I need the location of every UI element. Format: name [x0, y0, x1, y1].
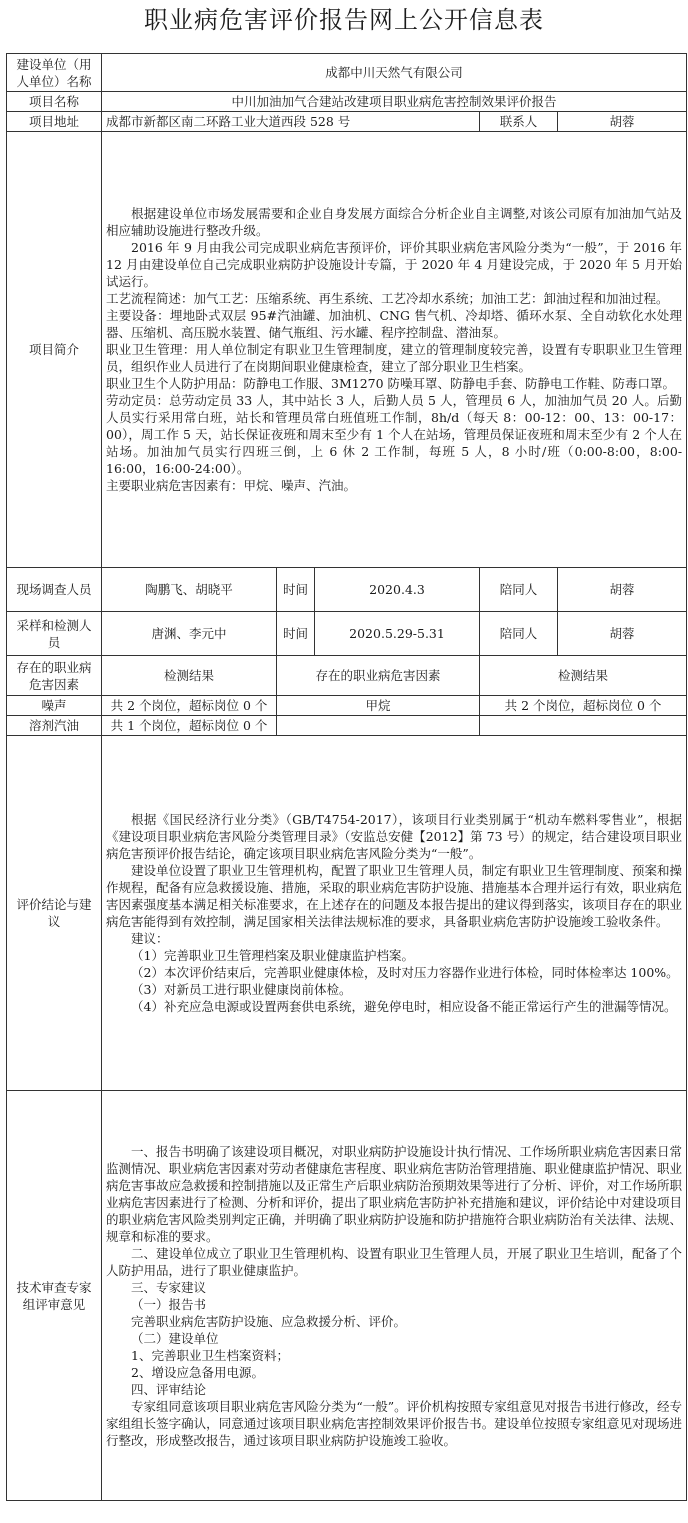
intro-item: 职业卫生个人防护用品：防静电工作服、3M1270 防噪耳罩、防静电手套、防静电工作鞋、防毒口罩。: [106, 376, 676, 391]
intro-item: 主要设备：埋地卧式双层 95#汽油罐、加油机、CNG 售气机、冷却塔、循环水泵、全自动软化水处理器、压缩机、高压脱水装置、储气瓶组、污水罐、程序控制盘、潜油泵。: [106, 308, 683, 340]
row-survey: [7, 568, 687, 612]
review-line: 四、评审结论: [131, 1381, 207, 1397]
hazards-label-2: 存在的职业病危害因素: [277, 656, 480, 696]
sampling-people: 唐渊、李元中: [102, 612, 277, 656]
project-address-label: 项目地址: [7, 112, 102, 132]
info-table: [6, 53, 687, 1501]
row-conclusion: [7, 736, 687, 1091]
unit-value: 成都中川天然气有限公司: [102, 54, 687, 92]
sampling-escort-label: 陪同人: [480, 612, 558, 656]
survey-escort: 胡蓉: [558, 568, 687, 612]
hazard-factor: [277, 716, 480, 736]
review-line: 专家组同意该项目职业病危害风险分类为“一般”。评价机构按照专家组意见对报告书进行修改，经专家组组长签字确认，同意通过该项目职业病危害控制效果评价报告书。建设单位按照专家组意见对现场进行整改，形成整改报告，通过该项目职业病防护设施竣工验收。: [106, 1398, 683, 1448]
sampling-time-label: 时间: [277, 612, 315, 656]
review-content: [102, 1091, 687, 1501]
intro-item: 主要职业病危害因素有：甲烷、噪声、汽油。: [106, 478, 357, 493]
intro-item: 劳动定员：总劳动定员 33 人，其中站长 3 人，后勤人员 5 人，管理员 6 人，加油加气员 20 人。后勤人员实行采用常白班，站长和管理员常白班值班工作制，8h/d（每天 8：00-12：00、13：00-17：00），周工作 5 天，站长保证夜班和周末至少有 1 个人在站场，管理员保证夜班和周末至少有 2 个人在站场。加油加气员实行四班三倒，上 6 休 2 工作制，每班 5 人，8 小时/班（0:00-8:00，8:00-16:00，16:00-24:00）。: [106, 393, 683, 476]
hazards-label: 存在的职业病危害因素: [7, 656, 102, 696]
row-sampling: [7, 612, 687, 656]
row-hazards-header: [7, 656, 687, 696]
advice-item: （1）完善职业卫生管理档案及职业健康监护档案。: [131, 948, 414, 963]
review-label: 技术审查专家组评审意见: [7, 1091, 102, 1501]
survey-time: 2020.4.3: [315, 568, 480, 612]
row-intro: [7, 132, 687, 568]
review-line: 三、专家建议: [131, 1279, 207, 1295]
hazards-result-label-2: 检测结果: [480, 656, 687, 696]
sampling-escort: 胡蓉: [558, 612, 687, 656]
hazard-result: [480, 716, 687, 736]
row-project-name: [7, 92, 687, 112]
advice-item: （4）补充应急电源或设置两套供电系统，避免停电时，相应设备不能正常运行产生的泄漏等情况。: [131, 999, 677, 1014]
project-address-value: 成都市新都区南二环路工业大道西段 528 号: [102, 112, 480, 132]
intro-content: [102, 132, 687, 568]
hazard-row: [7, 696, 687, 716]
review-line: 1、完善职业卫生档案资料；: [131, 1347, 289, 1363]
hazard-result: 共 2 个岗位，超标岗位 0 个: [102, 696, 277, 716]
conclusion-label: 评价结论与建议: [7, 736, 102, 1091]
sampling-time: 2020.5.29-5.31: [315, 612, 480, 656]
review-line: （一）报告书: [131, 1296, 207, 1312]
review-line: 完善职业病危害防护设施、应急救援分析、评价。: [131, 1313, 407, 1329]
survey-time-label: 时间: [277, 568, 315, 612]
unit-label: 建设单位（用人单位）名称: [7, 54, 102, 92]
row-review: [7, 1091, 687, 1501]
survey-label: 现场调查人员: [7, 568, 102, 612]
project-name-value: 中川加油加气合建站改建项目职业病危害控制效果评价报告: [102, 92, 687, 112]
conclusion-content: [102, 736, 687, 1091]
survey-people: 陶鹏飞、胡晓平: [102, 568, 277, 612]
sampling-label: 采样和检测人员: [7, 612, 102, 656]
review-line: （二）建设单位: [131, 1330, 219, 1346]
intro-paragraph: 2016 年 9 月由我公司完成职业病危害预评价，评价其职业病危害风险分类为“一般”，于 2016 年 12 月由建设单位自己完成职业病防护设施设计专篇，于 2020 年 4 月建设完成，于 2020 年 5 月开始试运行。: [106, 240, 683, 289]
page-title: 职业病危害评价报告网上公开信息表: [144, 6, 544, 34]
conclusion-paragraph: 建设单位设置了职业卫生管理机构，配置了职业卫生管理人员，制定有职业卫生管理制度、预案和操作规程，配备有应急救援设施、措施，采取的职业病危害防护设施、措施基本合理并运行有效，职业病危害因素强度基本满足相关标准要求，在上述存在的问题及本报告提出的建议得到落实，该项目存在的职业病危害能得到有效控制，满足国家相关法律法规标准的要求，具备职业病危害防护设施竣工验收条件。: [106, 863, 683, 929]
row-unit: [7, 54, 687, 92]
advice-label: 建议：: [131, 931, 169, 946]
hazard-result: 共 1 个岗位，超标岗位 0 个: [102, 716, 277, 736]
review-line: 2、增设应急备用电源。: [131, 1364, 264, 1380]
hazard-factor: 溶剂汽油: [7, 716, 102, 736]
contact-label: 联系人: [480, 112, 558, 132]
review-line: 一、报告书明确了该建设项目概况，对职业病防护设施设计执行情况、工作场所职业病危害因素日常监测情况、职业病危害因素对劳动者健康危害程度、职业病危害防治管理措施、职业健康监护情况、职业病危害事故应急救援和控制措施以及正常生产后职业病防治预期效果等进行了分析、评价，对工作场所职业病危害因素进行了检测、分析和评价，提出了职业病危害防护补充措施和建议，评价结论中对建设项目的职业病危害风险类别判定正确，并明确了职业病防护设施和防护措施符合职业病防治有关法律、法规、规章和标准的要求。: [106, 1143, 683, 1244]
intro-item: 职业卫生管理：用人单位制定有职业卫生管理制度，建立的管理制度较完善，设置有专职职业卫生管理员，组织作业人员进行了在岗期间职业健康检查，建立了部分职业卫生档案。: [106, 342, 683, 374]
contact-value: 胡蓉: [558, 112, 687, 132]
survey-escort-label: 陪同人: [480, 568, 558, 612]
hazard-factor: 甲烷: [277, 696, 480, 716]
intro-label: 项目简介: [7, 132, 102, 568]
intro-item: 工艺流程简述：加气工艺：压缩系统、再生系统、工艺冷却水系统；加油工艺：卸油过程和加油过程。: [106, 291, 669, 306]
advice-item: （2）本次评价结束后，完善职业健康体检，及时对压力容器作业进行体检，同时体检率达 100%。: [131, 965, 679, 980]
advice-item: （3）对新员工进行职业健康岗前体检。: [131, 982, 352, 997]
intro-paragraph: 根据建设单位市场发展需要和企业自身发展方面综合分析企业自主调整,对该公司原有加油加气站及相应辅助设施进行整改升级。: [106, 206, 683, 238]
conclusion-paragraph: 根据《国民经济行业分类》（GB/T4754-2017），该项目行业类别属于“机动车燃料零售业”，根据《建设项目职业病危害风险分类管理目录》（安监总安健【2012】第 73 号）的规定，结合建设项目职业病危害预评价报告结论，确定该项目职业病危害风险分类为“一般”。: [106, 812, 683, 861]
hazards-result-label: 检测结果: [102, 656, 277, 696]
hazard-result: 共 2 个岗位，超标岗位 0 个: [480, 696, 687, 716]
row-project-address: [7, 112, 687, 132]
hazard-row: [7, 716, 687, 736]
hazard-factor: 噪声: [7, 696, 102, 716]
review-line: 二、建设单位成立了职业卫生管理机构、设置有职业卫生管理人员，开展了职业卫生培训，配备了个人防护用品，进行了职业健康监护。: [106, 1245, 683, 1278]
project-name-label: 项目名称: [7, 92, 102, 112]
